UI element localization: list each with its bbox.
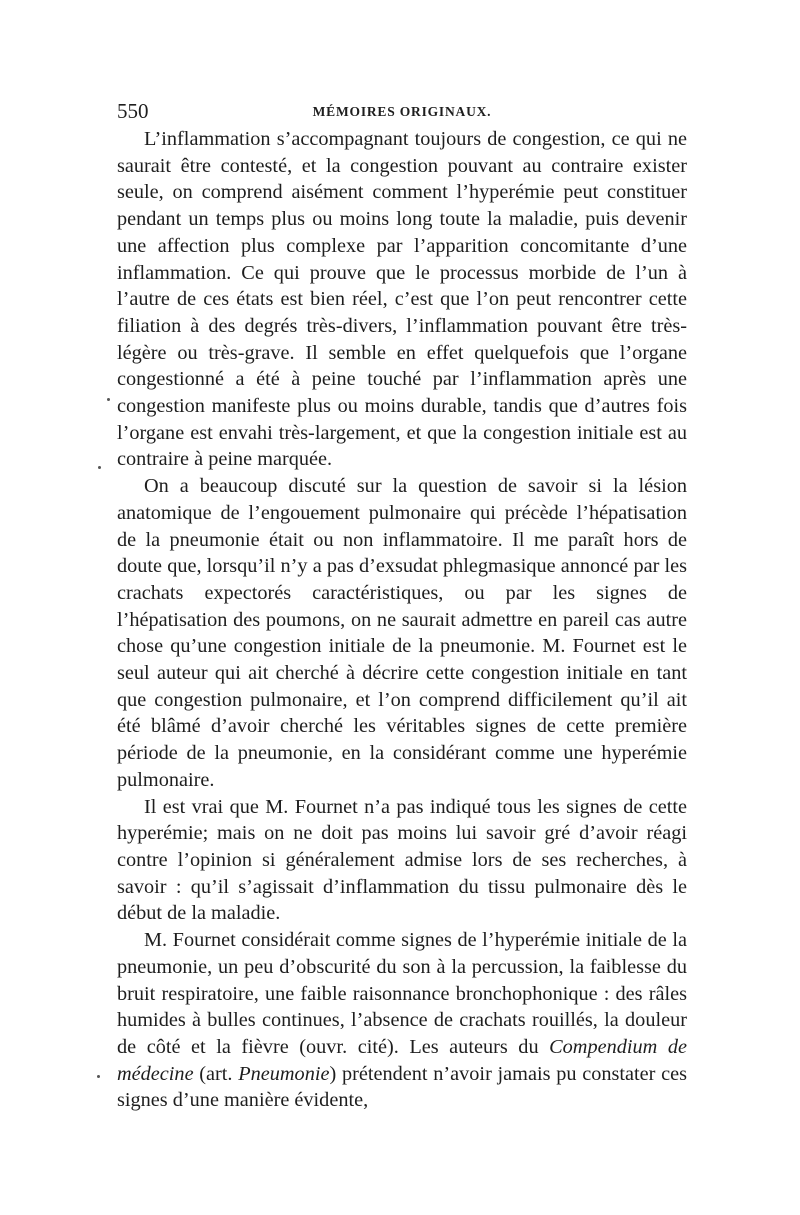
paragraph-text: L’inflammation s’accompagnant toujours de congestion, ce qui ne saurait être contesté, et la congestion pouvant au contraire exister seule, on comprend aisément comment l’hyperémie peut constituer pendant un temps plus ou moins long toute la maladie, puis devenir une affection plus complexe par l’apparition concomitante d’une inflammation. Ce qui prouve que le processus morbide de l’un à l’autre de ces états est bien réel, c’est que l’on peut rencontrer cette filiation à des degrés très-divers, l’inflammation pouvant être très-légère ou très-grave. Il semble en effet quelquefois que l’organe congestionné a été à peine touché par l’inflammation après une congestion manifeste plus ou moins durable, tandis que d’autres fois l’organe est envahi très-largement, et que la congestion initiale est au contraire à peine marquée. (117, 128, 687, 471)
body-text (117, 126, 687, 1114)
paragraph-2 (117, 473, 687, 793)
page (117, 96, 687, 1114)
margin-speck (107, 398, 110, 401)
italic-article-name: Pneumonie (238, 1062, 330, 1085)
paragraph-text: Il est vrai que M. Fournet n’a pas indiqué tous les signes de cette hyperémie; mais on ne doit pas moins lui savoir gré d’avoir réagi contre l’opinion si généralement admise lors de ses recherches, à savoir : qu’il s’agissait d’inflammation du tissu pulmonaire dès le début de la maladie. (117, 795, 687, 925)
margin-speck (98, 466, 101, 469)
paragraph-1 (117, 126, 687, 473)
paragraph-3 (117, 794, 687, 928)
italic-title-compendium: Compendium de médecine (117, 1035, 687, 1085)
paragraph-text: On a beaucoup discuté sur la question de savoir si la lésion anatomique de l’engouement pulmonaire qui précède l’hépatisation de la pneumonie était ou non inflammatoire. Il me paraît hors de doute que, lorsqu’il n’y a pas d’exsudat phlegmasique annoncé par les crachats expectorés caractéristiques, ou par les signes de l’hépatisation des poumons, on ne saurait admettre en pareil cas autre chose qu’une congestion initiale de la pneumonie. M. Fournet est le seul auteur qui ait cherché à décrire cette congestion initiale en tant que congestion pulmonaire, et l’on comprend difficilement qu’il ait été blâmé d’avoir cherché les véritables signes de cette première période de la pneumonie, en la considérant comme une hyperémie pulmonaire. (117, 475, 687, 791)
paragraph-4 (117, 927, 687, 1114)
paragraph-text: M. Fournet considérait comme signes de l’hyperémie initiale de la pneumonie, un peu d’obscurité du son à la percussion, la faiblesse du bruit respiratoire, une faible raisonnance bronchophonique : des râles humides à bulles continues, l’absence de crachats rouillés, la douleur de côté et la fièvre (ouvr. cité). Les auteurs du (117, 929, 687, 1058)
paragraph-text: (art. (193, 1062, 239, 1085)
page-header (117, 96, 687, 126)
paragraph-text: ) prétendent n’avoir jamais pu constater ces signes d’une manière évidente, (117, 1062, 688, 1112)
page-number: 550 (117, 99, 149, 123)
running-title: MÉMOIRES ORIGINAUX. (312, 104, 492, 119)
margin-speck (97, 1075, 100, 1078)
